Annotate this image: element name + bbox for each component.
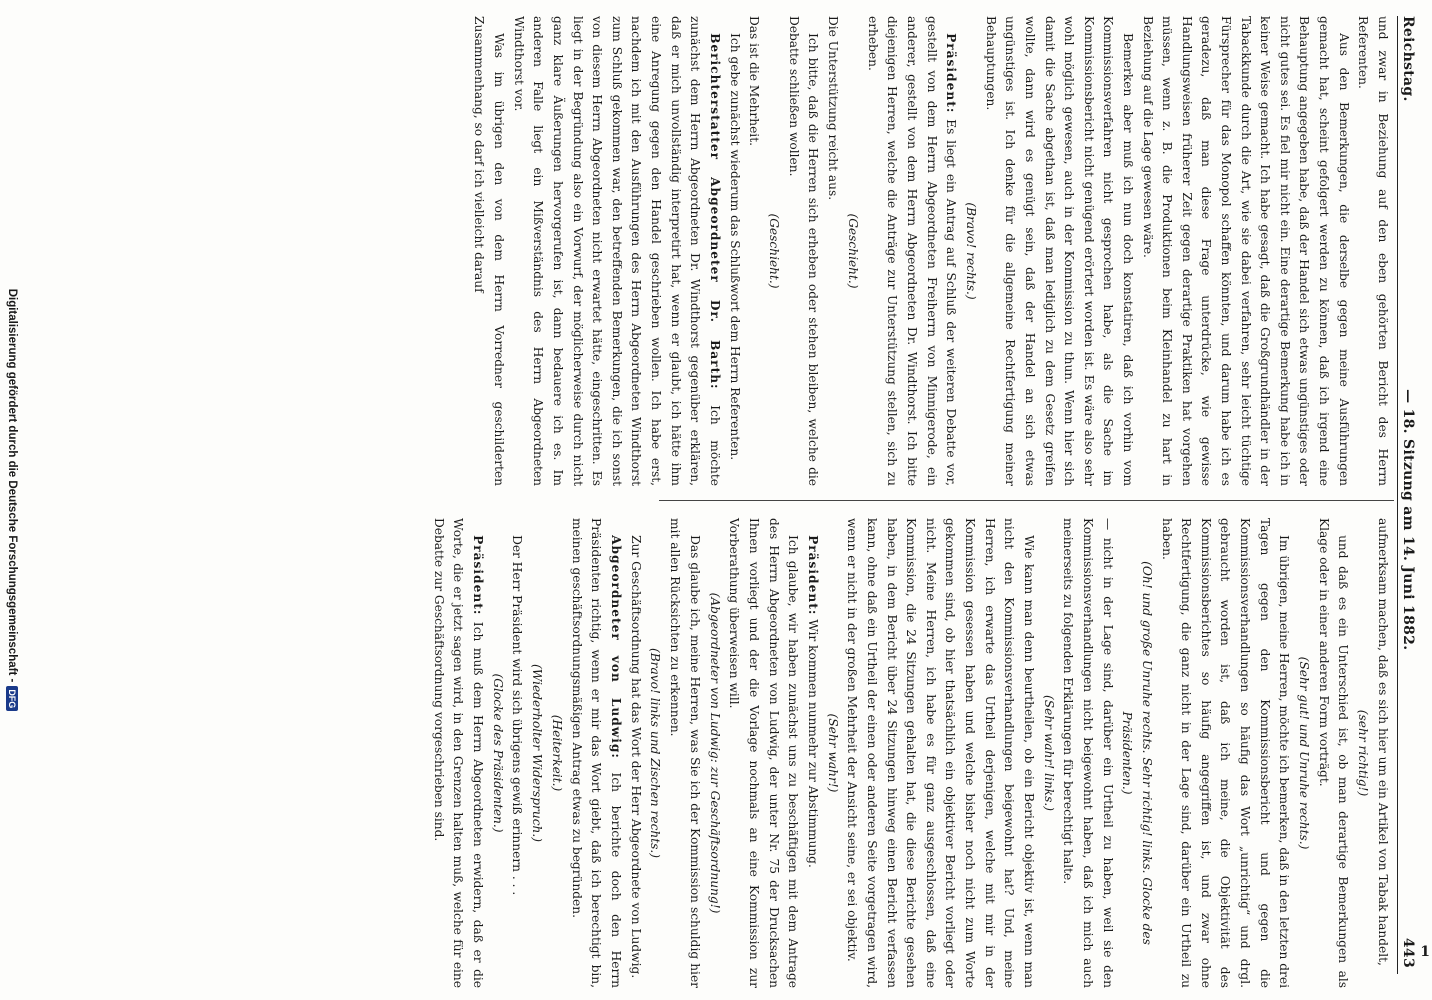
column-divider	[659, 500, 1394, 501]
paragraph: — nicht in der Lage sind, darüber ein Urtheil zu haben, weil sie den Kommissionsverhandlungen nicht beigewohnt haben, daß ich mich auch meinerseits zu folgenden Erklärungen für berechtigt halte.	[1061, 518, 1115, 988]
stage-direction: (Glocke des Präsidenten.)	[490, 673, 505, 833]
paragraph: und daß es ein Unterschied ist, ob man derartige Bemerkungen als Klage oder in einer anderen Form vorträgt.	[1316, 518, 1351, 988]
left-column	[469, 16, 1392, 486]
paragraph: Präsident: Es liegt ein Antrag auf Schluß der weiteren Debatte vor, gestellt von dem Herrn Abgeordneten Freiherrn von Minnigerode, ein anderer, gestellt von dem Herrn Abgeordneten Dr. Windthorst. Ich bitte diejenigen Herren, welche die Anträge zur Unterstützung stellen, sich zu erheben.	[865, 16, 959, 486]
margin-mark: 1	[1420, 944, 1430, 960]
page-number: 443	[1400, 937, 1416, 968]
paragraph: Ich bitte, daß die Herren sich erheben oder stehen bleiben, welche die Debatte schließen wollen.	[786, 16, 821, 486]
header-left: Reichstag.	[1400, 16, 1416, 102]
paragraph: Berichterstatter Abgeordneter Dr. Barth: Ich möchte zunächst dem Herrn Abgeordneten Dr. Windthorst gegenüber erklären, daß er mich unvollständig interpretirt hat, wenn er glaubt, ich hätte ihm eine Anregung gegen den Handel geschrieben wollen. Ich habe erst, nachdem ich mit den Ausführungen des Herrn Abgeordneten Windthorst zum Schluß gekommen war, den betreffenden Bemerkungen, die ich sonst von diesem Herrn Abgeordneten nicht erwartet hätte, eingeschritten. Es liegt in der Begründung also ein Vorwurf, der möglicherweise durch nicht ganz klare Äußerungen hervorgerufen ist, dann bedauere ich es. Im anderen Falle liegt ein Mißverständnis des Herrn Abgeordneten Windthorst vor.	[511, 16, 722, 486]
speaker-name: Präsident:	[805, 535, 820, 616]
right-column	[428, 518, 1392, 988]
stage-direction: (Sehr gut! und Unruhe rechts.)	[1297, 656, 1312, 850]
speaker-name: Präsident:	[944, 33, 959, 114]
paragraph: Präsident: Wir kommen nunmehr zur Abstimmung.	[805, 535, 820, 868]
paragraph: Was im übrigen den von dem Herrn Vorredner geschilderten Zusammenhang, so darf ich vielleicht darauf	[472, 16, 507, 486]
header-title: — 18. Sitzung am 14. Juni 1882.	[1400, 389, 1416, 651]
speaker-name: Berichterstatter Abgeordneter Dr. Barth:	[707, 33, 722, 390]
speaker-name: Abgeordneter von Ludwig:	[608, 535, 623, 759]
paragraph: Abgeordneter von Ludwig: Ich berichte doch den Herrn Präsidenten richtig, wenn er mir das Wort giebt, daß ich berechtigt bin, meinen geschäftsordnungsmäßigen Antrag etwas zu begründen.	[569, 518, 623, 988]
stage-direction: (Geschieht.)	[846, 213, 861, 289]
paragraph: Bemerken aber muß ich nun doch konstatiren, daß ich vorhin vom Kommissionsverfahren nicht gesprochen habe, als die Sache im Kommissionsbericht nicht genügend erörtert worden ist. Es wäre also sehr wohl möglich gewesen, auch in der Kommission zu thun. Wenn hier sich damit die Sache abgethan ist, daß man lediglich zu dem Gesetz greifen wollte, dann wird es genügt sein, daß der Handel an sich etwas ungünstiges ist. Ich denke für die allgemeine Rechtfertigung meiner Behauptungen.	[983, 16, 1135, 486]
paragraph: Im übrigen, meine Herren, möchte ich bemerken, daß in den letzten drei Tagen gegen den Kommissionsbericht und gegen die Kommissionsverhandlungen so häufig das Wort „unrichtig“ und drgl. gebraucht worden ist, daß ich meine, die Objektivität des Kommissionsberichtes so häufig angegriffen ist, und zwar ohne Rechtfertigung, die ganz nicht in der Lage sind, darüber ein Urtheil zu haben.	[1159, 518, 1292, 988]
paragraph: Der Herr Präsident wird sich übrigens gewiß erinnern . . .	[510, 535, 525, 896]
stage-direction: (Oh! und große Unruhe rechts. Sehr richtig! links. Glocke des Präsidenten.)	[1120, 561, 1154, 945]
stage-direction: (Sehr wahr!)	[825, 713, 840, 793]
paragraph: und zwar in Beziehung auf den eben gehörten Bericht des Herrn Referenten.	[1356, 16, 1390, 486]
speaker-name: Präsident:	[470, 535, 485, 616]
stage-direction: (Bravo! rechts.)	[963, 202, 978, 300]
paragraph: Das glaube ich, meine Herren, was Sie ich der Kommission schuldig hier mit allen Rücksichten zu erkennen.	[668, 518, 702, 988]
stage-direction: (Bravo! links und Zischen rechts.)	[648, 647, 663, 859]
stage-direction: (Geschieht.)	[767, 213, 782, 289]
paragraph: Die Unterstützung reicht aus.	[826, 16, 841, 201]
stage-direction: (Wiederholter Widerspruch.)	[530, 664, 545, 842]
stage-direction: (Abgeordneter von Ludwig: zur Geschäftsordnung!)	[707, 592, 722, 914]
paragraph: Aus den Bemerkungen, die derselbe gegen meine Ausführungen gemacht hat, scheint gefolgert werden zu können, daß ich irgend eine Behauptung angegeben habe, daß der Handel sich etwas ungünstiges oder nicht gutes sei. Es fiel mir nicht ein. Eine derartige Bemerkung habe ich in keiner Weise gemacht. Ich habe gesagt, daß die Großgrundhändler in der Tabackkunde durch die Art, wie sie dabei verfahren, sehr leicht tüchtige Fürsprecher für das Monopol schaffen könnten, und darum habe ich es geradezu, daß man diese Frage unterdrücke, wie gewisse Handlungsweisen früherer Zeit gegen derartige Praktiken hat vorgehen müssen, wenn z. B. die Produktionen beim Kleinhandel zu hart in Beziehung auf die Lage gewesen wäre.	[1140, 16, 1351, 486]
paragraph: Das ist die Mehrheit.	[747, 16, 762, 146]
paragraph: Zur Geschäftsordnung hat das Wort der Herr Abgeordnete von Ludwig.	[628, 535, 643, 979]
paragraph: Ich gebe zunächst wiederum das Schlußwort dem Herrn Referenten.	[727, 33, 742, 461]
paragraph: Wie kann man denn beurtheilen, ob ein Bericht objektiv ist, wenn man nicht den Kommissionsverhandlungen beigewohnt hat? Und, meine Herren, ich erwarte das Urtheil derjenigen, welche mit mir in der Kommission gesessen haben und welche bisher noch nicht zum Worte gekommen sind, ob hier thatsächlich ein objektiver Bericht vorliegt oder nicht. Meine Herren, ich habe es für ganz ausgeschlossen, daß eine Kommission, die 24 Sitzungen gehalten hat, die diese Berichte gesehen haben, in dem Bericht über 24 Sitzungen hinweg einen Bericht verfassen kann, ohne daß ein Urtheil der einen oder anderen Seite vorgetragen wird, wenn er nicht in der großen Mehrheit der Ansicht seine, er sei objektiv.	[845, 518, 1036, 988]
footer-text: Digitalisierung gefördert durch die Deutsche Forschungsgemeinschaft -	[6, 288, 18, 683]
paragraph: Ich glaube, wir haben zunächst uns zu beschäftigen mit dem Antrage des Herrn Abgeordneten von Ludwig, der unter Nr. 75 der Drucksachen Ihnen vorliegt und der die Vorlage nochmals an eine Kommission zur Vorberathung überweisen will.	[727, 518, 801, 988]
stage-direction: (Sehr wahr! links.)	[1041, 695, 1056, 811]
paragraph: aufmerksam machen, daß es sich hier um ein Artikel von Tabak handelt,	[1376, 518, 1390, 966]
digitization-footer	[2, 0, 22, 1000]
stage-direction: (sehr richtig!)	[1356, 709, 1371, 797]
page-header	[1400, 16, 1426, 968]
stage-direction: (Heiterkeit.)	[549, 714, 564, 792]
paragraph: Präsident: Ich muß dem Herrn Abgeordneten erwidern, daß er die Worte, die er jetzt sagen wird, in den Grenzen halten muß, welche für eine Debatte zur Geschäftsordnung vorgeschrieben sind.	[431, 518, 485, 988]
header-rule	[1397, 16, 1398, 974]
dfg-logo: DFG	[6, 686, 18, 711]
